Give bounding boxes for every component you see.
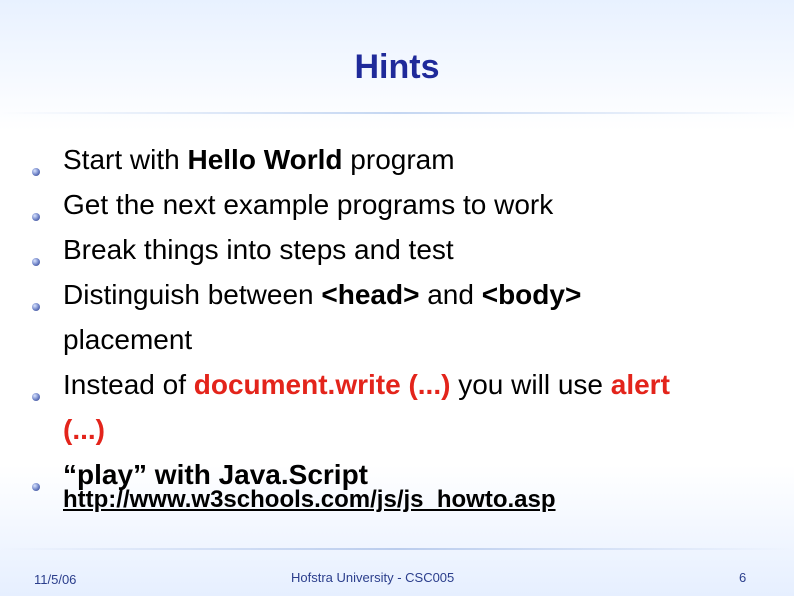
- bullet-item: [63, 279, 581, 311]
- bullet-item: [63, 369, 670, 401]
- bullet-text: Hello World: [187, 144, 343, 175]
- bullet-text: alert: [610, 369, 670, 400]
- title-divider: [0, 112, 794, 114]
- footer-divider: [0, 548, 794, 550]
- bullet-text: Distinguish between: [63, 279, 322, 310]
- bullet-text: Break things into steps and test: [63, 234, 454, 265]
- bullet-text: Instead of: [63, 369, 194, 400]
- reference-link[interactable]: http://www.w3schools.com/js/js_howto.asp: [63, 486, 556, 513]
- bullet-text: document.write (...): [193, 369, 451, 400]
- bullet-text: and: [419, 279, 482, 310]
- bullet-text: Get the next example programs to work: [63, 189, 554, 220]
- bullet-icon: [32, 213, 40, 221]
- bullet-icon: [32, 168, 40, 176]
- footer-course: Hofstra University - CSC005: [291, 570, 455, 585]
- bullet-item: [63, 144, 455, 176]
- bullet-icon: [32, 258, 40, 266]
- bullet-text: program: [342, 144, 455, 175]
- footer-date: 11/5/06: [34, 572, 77, 587]
- bullet-item: [63, 234, 454, 266]
- bullet-item-continuation: (...): [63, 414, 105, 445]
- bullet-text: you will use: [450, 369, 611, 400]
- bullet-text: <head>: [321, 279, 420, 310]
- bullet-text: <body>: [481, 279, 582, 310]
- bullet-icon: [32, 483, 40, 491]
- slide-title: Hints: [354, 48, 440, 86]
- bullet-item: [63, 189, 553, 221]
- bullet-icon: [32, 393, 40, 401]
- bullet-icon: [32, 303, 40, 311]
- bullet-text: “play” with Java.Script: [63, 459, 368, 490]
- bullet-item-continuation: placement: [63, 324, 193, 355]
- bullet-text: Start with: [63, 144, 188, 175]
- footer-page-number: 6: [739, 570, 747, 585]
